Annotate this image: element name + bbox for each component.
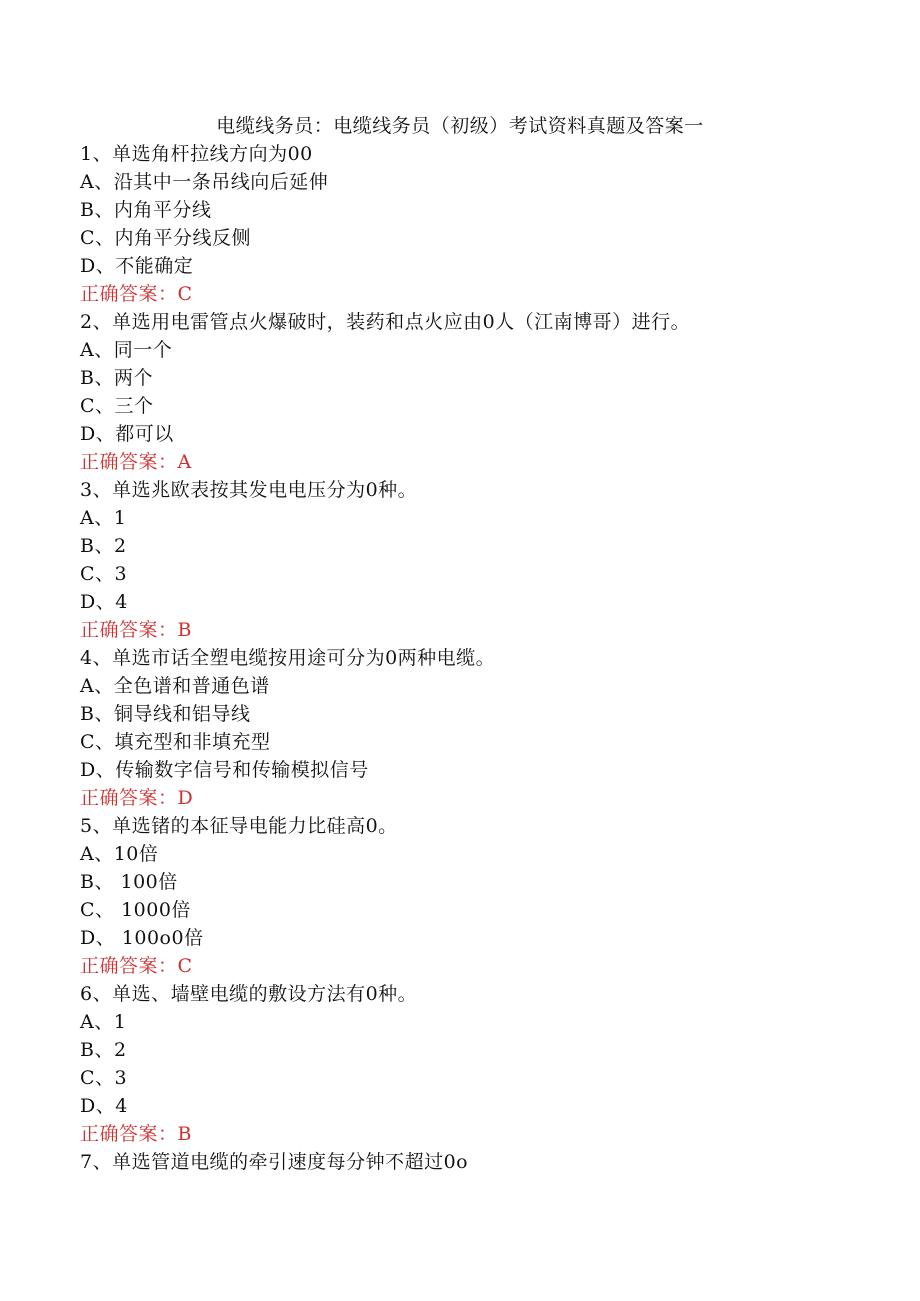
option-d: D、传输数字信号和传输模拟信号 bbox=[80, 759, 369, 781]
option-a: A、同一个 bbox=[80, 339, 173, 361]
option-a: A、1 bbox=[80, 1011, 127, 1033]
option-c: C、填充型和非填充型 bbox=[80, 731, 271, 753]
question-list bbox=[80, 140, 880, 1176]
correct-answer: 正确答案：D bbox=[80, 787, 194, 809]
option-a: A、全色谱和普通色谱 bbox=[80, 675, 270, 697]
option-b: B、内角平分线 bbox=[80, 199, 212, 221]
question-text: 6、单选、墙壁电缆的敷设方法有0种。 bbox=[80, 983, 418, 1005]
option-b: B、2 bbox=[80, 535, 127, 557]
option-c: C、 1000倍 bbox=[80, 899, 191, 921]
question-text: 1、单选角杆拉线方向为00 bbox=[80, 143, 313, 165]
correct-answer: 正确答案：A bbox=[80, 451, 192, 473]
option-c: C、三个 bbox=[80, 395, 154, 417]
correct-answer: 正确答案：B bbox=[80, 619, 192, 641]
correct-answer: 正确答案：B bbox=[80, 1123, 192, 1145]
question-text: 2、单选用电雷管点火爆破时，装药和点火应由0人（江南博哥）进行。 bbox=[80, 311, 691, 333]
option-b: B、铜导线和铝导线 bbox=[80, 703, 251, 725]
document-title: 电缆线务员：电缆线务员（初级）考试资料真题及答案一 bbox=[216, 115, 704, 137]
question-text: 3、单选兆欧表按其发电电压分为0种。 bbox=[80, 479, 418, 501]
option-d: D、4 bbox=[80, 591, 128, 613]
option-a: A、1 bbox=[80, 507, 127, 529]
option-d: D、都可以 bbox=[80, 423, 174, 445]
option-b: B、两个 bbox=[80, 367, 153, 389]
option-d: D、不能确定 bbox=[80, 255, 194, 277]
option-a: A、沿其中一条吊线向后延伸 bbox=[80, 171, 329, 193]
option-a: A、10倍 bbox=[80, 843, 159, 865]
question-text: 5、单选锗的本征导电能力比硅高0。 bbox=[80, 815, 398, 837]
correct-answer: 正确答案：C bbox=[80, 955, 193, 977]
option-c: C、3 bbox=[80, 1067, 128, 1089]
question-text: 7、单选管道电缆的牵引速度每分钟不超过0o bbox=[80, 1151, 469, 1173]
option-c: C、内角平分线反侧 bbox=[80, 227, 252, 249]
correct-answer: 正确答案：C bbox=[80, 283, 193, 305]
option-c: C、3 bbox=[80, 563, 128, 585]
option-d: D、 100o0倍 bbox=[80, 927, 204, 949]
option-b: B、 100倍 bbox=[80, 871, 178, 893]
option-d: D、4 bbox=[80, 1095, 128, 1117]
question-text: 4、单选市话全塑电缆按用途可分为0两种电缆。 bbox=[80, 647, 496, 669]
option-b: B、2 bbox=[80, 1039, 127, 1061]
